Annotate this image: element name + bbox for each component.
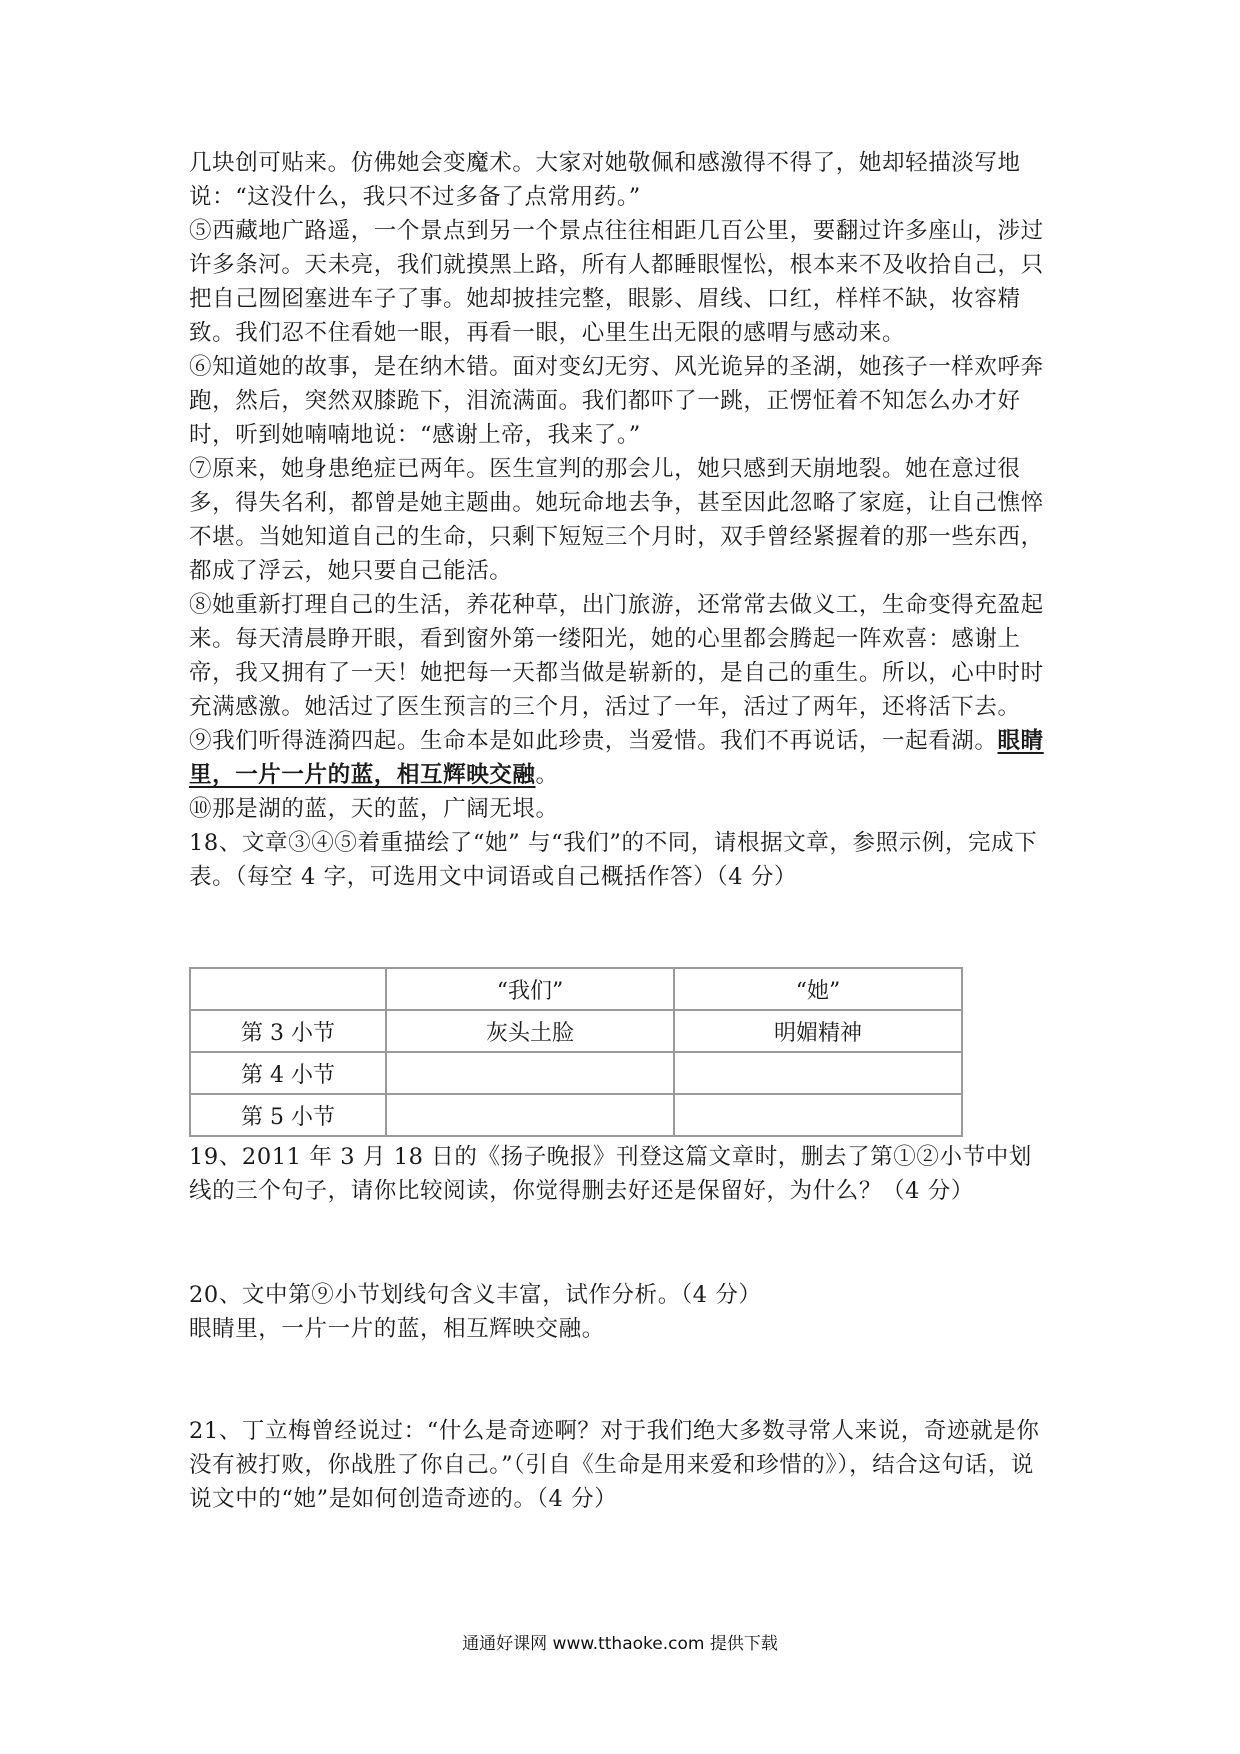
answer-table — [189, 967, 963, 1137]
answer-table-container — [189, 967, 963, 1137]
underlined-sentence: 眼睛里，一片一片的蓝，相互辉映交融 — [189, 728, 1044, 788]
table-header-she: “她” — [674, 968, 962, 1010]
passage-paragraph-7: ⑦原来，她身患绝症已两年。医生宣判的那会儿，她只感到天崩地裂。她在意过很多，得失名利，都曾是她主题曲。她玩命地去争，甚至因此忽略了家庭，让自己憔悴不堪。当她知道自己的生命，只剩下短短三个月时，双手曾经紧握着的那一些东西，都成了浮云，她只要自己能活。 — [189, 456, 1044, 584]
footer: 通通好课网 www.tthaoke.com 提供下载 — [462, 1634, 778, 1654]
table-cell: 灰头土脸 — [386, 1010, 674, 1052]
paragraph-9-text: ⑨我们听得涟漪四起。生命本是如此珍贵，当爱惜。我们不再说话，一起看湖。 — [189, 728, 998, 754]
table-row-label: 第 4 小节 — [190, 1052, 386, 1094]
passage-paragraph-5: ⑤西藏地广路遥，一个景点到另一个景点往往相距几百公里，要翻过许多座山，涉过许多条河。天未亮，我们就摸黑上路，所有人都睡眼惺忪，根本来不及收拾自己，只把自己囫囵塞进车子了事。她却披挂完整，眼影、眉线、口红，样样不缺，妆容精致。我们忍不住看她一眼，再看一眼，心里生出无限的感喟与感动来。 — [189, 218, 1044, 346]
question-21-block — [189, 1414, 1051, 1516]
table-row — [190, 1010, 962, 1052]
paragraph-9-end: 。 — [535, 762, 559, 788]
question-20-block — [189, 1278, 1051, 1346]
table-row-label: 第 3 小节 — [190, 1010, 386, 1052]
passage-paragraph-9 — [189, 724, 1051, 792]
question-20: 20、文中第⑨小节划线句含义丰富，试作分析。（4 分） — [189, 1282, 762, 1308]
table-header-row — [190, 968, 962, 1010]
table-answer-cell[interactable] — [386, 1052, 674, 1094]
table-answer-cell[interactable] — [674, 1094, 962, 1136]
table-answer-cell[interactable] — [674, 1052, 962, 1094]
passage-paragraph-8: ⑧她重新打理自己的生活，养花种草，出门旅游，还常常去做义工，生命变得充盈起来。每天清晨睁开眼，看到窗外第一缕阳光，她的心里都会腾起一阵欢喜：感谢上帝，我又拥有了一天！她把每一天都当做是崭新的，是自己的重生。所以，心中时时充满感激。她活过了医生预言的三个月，活过了一年，活过了两年，还将活下去。 — [189, 592, 1044, 720]
table-row-label: 第 5 小节 — [190, 1094, 386, 1136]
table-cell — [190, 968, 386, 1010]
question-21: 21、丁立梅曾经说过：“什么是奇迹啊？对于我们绝大多数寻常人来说，奇迹就是你没有被打败，你战胜了你自己。”（引自《生命是用来爱和珍惜的》），结合这句话，说说文中的“她”是如何创造奇迹的。（4 分） — [189, 1418, 1040, 1512]
table-answer-cell[interactable] — [386, 1094, 674, 1136]
passage — [189, 146, 1051, 894]
question-18: 18、文章③④⑤着重描绘了“她” 与“我们”的不同，请根据文章，参照示例，完成下表。（每空 4 字，可选用文中词语或自己概括作答）（4 分） — [189, 830, 1038, 890]
table-cell: 明媚精神 — [674, 1010, 962, 1052]
passage-paragraph-10: ⑩那是湖的蓝，天的蓝，广阔无垠。 — [189, 796, 559, 822]
table-row — [190, 1094, 962, 1136]
question-19-block — [189, 1140, 1051, 1208]
question-19: 19、2011 年 3 月 18 日的《扬子晚报》刊登这篇文章时，删去了第①②小节中划线的三个句子，请你比较阅读，你觉得删去好还是保留好，为什么？（4 分） — [189, 1144, 1032, 1204]
question-20-quote: 眼睛里，一片一片的蓝，相互辉映交融。 — [189, 1316, 605, 1342]
table-header-we: “我们” — [386, 968, 674, 1010]
passage-paragraph-6: ⑥知道她的故事，是在纳木错。面对变幻无穷、风光诡异的圣湖，她孩子一样欢呼奔跑，然后，突然双膝跪下，泪流满面。我们都吓了一跳，正愣怔着不知怎么办才好时，听到她喃喃地说：“感谢上帝，我来了。” — [189, 354, 1044, 448]
table-row — [190, 1052, 962, 1094]
passage-paragraph-4-continued: 几块创可贴来。仿佛她会变魔术。大家对她敬佩和感激得不得了，她却轻描淡写地说：“这没什么，我只不过多备了点常用药。” — [189, 150, 1021, 210]
